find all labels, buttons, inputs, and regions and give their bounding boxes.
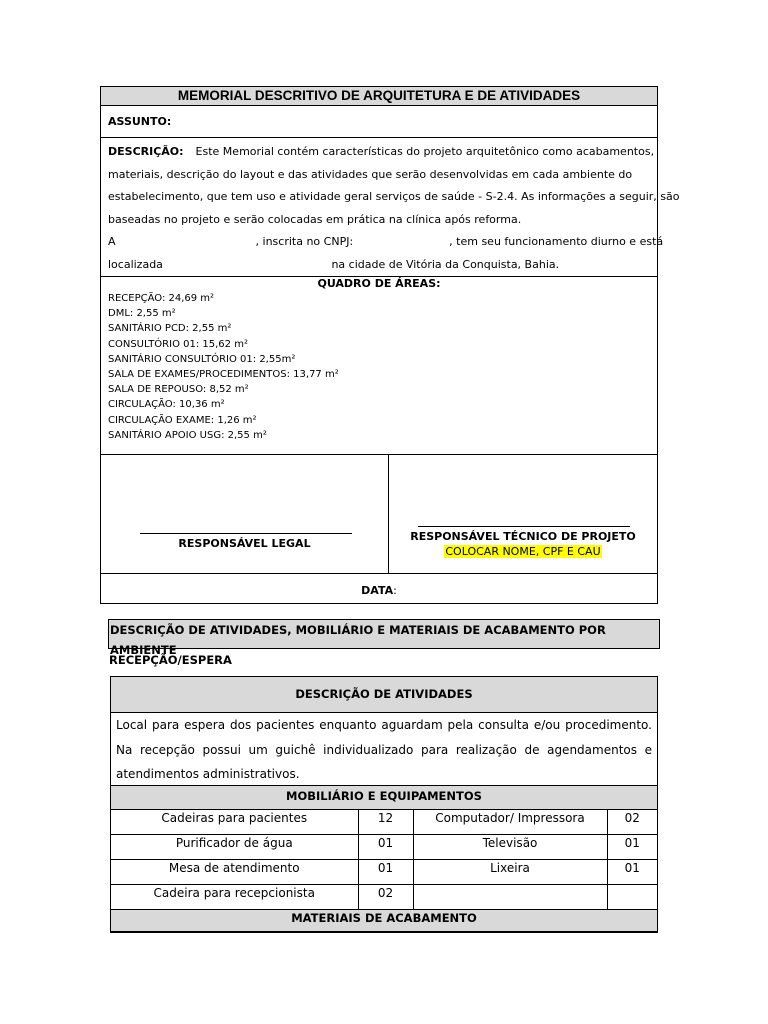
area-item: CONSULTÓRIO 01: 15,62 m² xyxy=(108,338,248,350)
descricao-line-4: baseadas no projeto e serão colocadas em prática na clínica após reforma. xyxy=(108,212,522,226)
mob-item: Cadeiras para pacientes xyxy=(111,810,358,835)
area-item: DML: 2,55 m² xyxy=(108,308,176,320)
signature-legal xyxy=(101,455,389,573)
resp-legal-label: RESPONSÁVEL LEGAL xyxy=(178,537,311,550)
activities-text: Local para espera dos pacientes enquanto aguardam pela consulta e/ou procedimento. Na recepção possui um guichê individualizado para realização de agendamentos e atendimentos administrativos. xyxy=(111,713,657,786)
data-row xyxy=(101,574,657,607)
area-item: SANITÁRIO CONSULTÓRIO 01: 2,55m² xyxy=(108,353,296,365)
memorial-box xyxy=(100,86,680,604)
resp-tecnico-note-wrap xyxy=(389,545,657,558)
mob-item: Cadeira para recepcionista xyxy=(111,885,358,910)
mob-qty: 02 xyxy=(358,885,413,910)
company-cnpj: , inscrita no CNPJ: xyxy=(255,235,354,249)
signature-line-legal xyxy=(140,533,352,534)
company-a: A xyxy=(108,235,116,249)
activities-table xyxy=(110,676,658,933)
mob-qty: 01 xyxy=(358,860,413,885)
section-title: DESCRIÇÃO DE ATIVIDADES, MOBILIÁRIO E MATERIAIS DE ACABAMENTO POR AMBIENTE xyxy=(108,619,660,649)
area-item: CIRCULAÇÃO: 10,36 m² xyxy=(108,399,225,411)
signature-tecnico xyxy=(389,455,657,573)
location-start: localizada xyxy=(108,257,163,271)
areas-row xyxy=(101,277,657,455)
company-line xyxy=(108,231,664,254)
descricao-line-2: materiais, descrição do layout e das atividades que serão desenvolvidas em cada ambiente do xyxy=(108,167,633,181)
signature-row xyxy=(101,455,657,574)
area-item: RECEPÇÃO: 24,69 m² xyxy=(108,293,215,304)
area-item: SANITÁRIO PCD: 2,55 m² xyxy=(108,323,232,335)
mobiliario-head: MOBILIÁRIO E EQUIPAMENTOS xyxy=(111,786,657,810)
area-item: SANITÁRIO APOIO USG: 2,55 m² xyxy=(108,429,267,441)
signature-line-tecnico xyxy=(418,526,630,527)
descricao-line-1 xyxy=(108,141,655,164)
mob-item: Purificador de água xyxy=(111,835,358,860)
mob-item xyxy=(413,885,607,910)
activities-head: DESCRIÇÃO DE ATIVIDADES xyxy=(111,677,657,713)
location-end: na cidade de Vitória da Conquista, Bahia. xyxy=(331,257,560,271)
areas-title: QUADRO DE ÁREAS: xyxy=(317,277,441,290)
mob-item: Mesa de atendimento xyxy=(111,860,358,885)
mob-qty: 01 xyxy=(607,860,657,885)
mob-qty: 01 xyxy=(358,835,413,860)
memorial-title: MEMORIAL DESCRITIVO DE ARQUITETURA E DE ATIVIDADES xyxy=(101,87,657,106)
descricao-text-1: Este Memorial contém características do projeto arquitetônico como acabamentos, xyxy=(195,145,655,158)
assunto-row xyxy=(101,106,657,138)
room-name: RECEPÇÃO/ESPERA xyxy=(109,653,232,667)
table-row xyxy=(111,860,657,885)
mob-qty: 12 xyxy=(358,810,413,835)
area-item: SALA DE REPOUSO: 8,52 m² xyxy=(108,384,249,396)
location-line xyxy=(108,254,650,277)
resp-tecnico-label: RESPONSÁVEL TÉCNICO DE PROJETO xyxy=(410,530,636,543)
area-item: SALA DE EXAMES/PROCEDIMENTOS: 13,77 m² xyxy=(108,369,339,381)
mob-item: Computador/ Impressora xyxy=(413,810,607,835)
mob-qty xyxy=(607,885,657,910)
mob-item: Lixeira xyxy=(413,860,607,885)
descricao-row xyxy=(101,138,680,277)
materiais-head: MATERIAIS DE ACABAMENTO xyxy=(111,910,657,933)
assunto-label: ASSUNTO: xyxy=(108,115,172,128)
mob-qty: 02 xyxy=(607,810,657,835)
company-end: , tem seu funcionamento diurno e está xyxy=(449,235,664,249)
table-row xyxy=(111,885,657,910)
descricao-label: DESCRIÇÃO: xyxy=(108,145,184,158)
mob-item: Televisão xyxy=(413,835,607,860)
area-item: CIRCULAÇÃO EXAME: 1,26 m² xyxy=(108,414,257,426)
table-row xyxy=(111,835,657,860)
table-row xyxy=(111,810,657,835)
data-colon: : xyxy=(393,584,397,597)
descricao-line-3: estabelecimento, que tem uso e atividade geral serviços de saúde - S-2.4. As informações a seguir, são xyxy=(108,190,680,204)
mob-qty: 01 xyxy=(607,835,657,860)
mobiliario-table xyxy=(111,810,657,910)
data-label: DATA xyxy=(361,584,394,597)
resp-tecnico-note: COLOCAR NOME, CPF E CAU xyxy=(445,545,601,558)
